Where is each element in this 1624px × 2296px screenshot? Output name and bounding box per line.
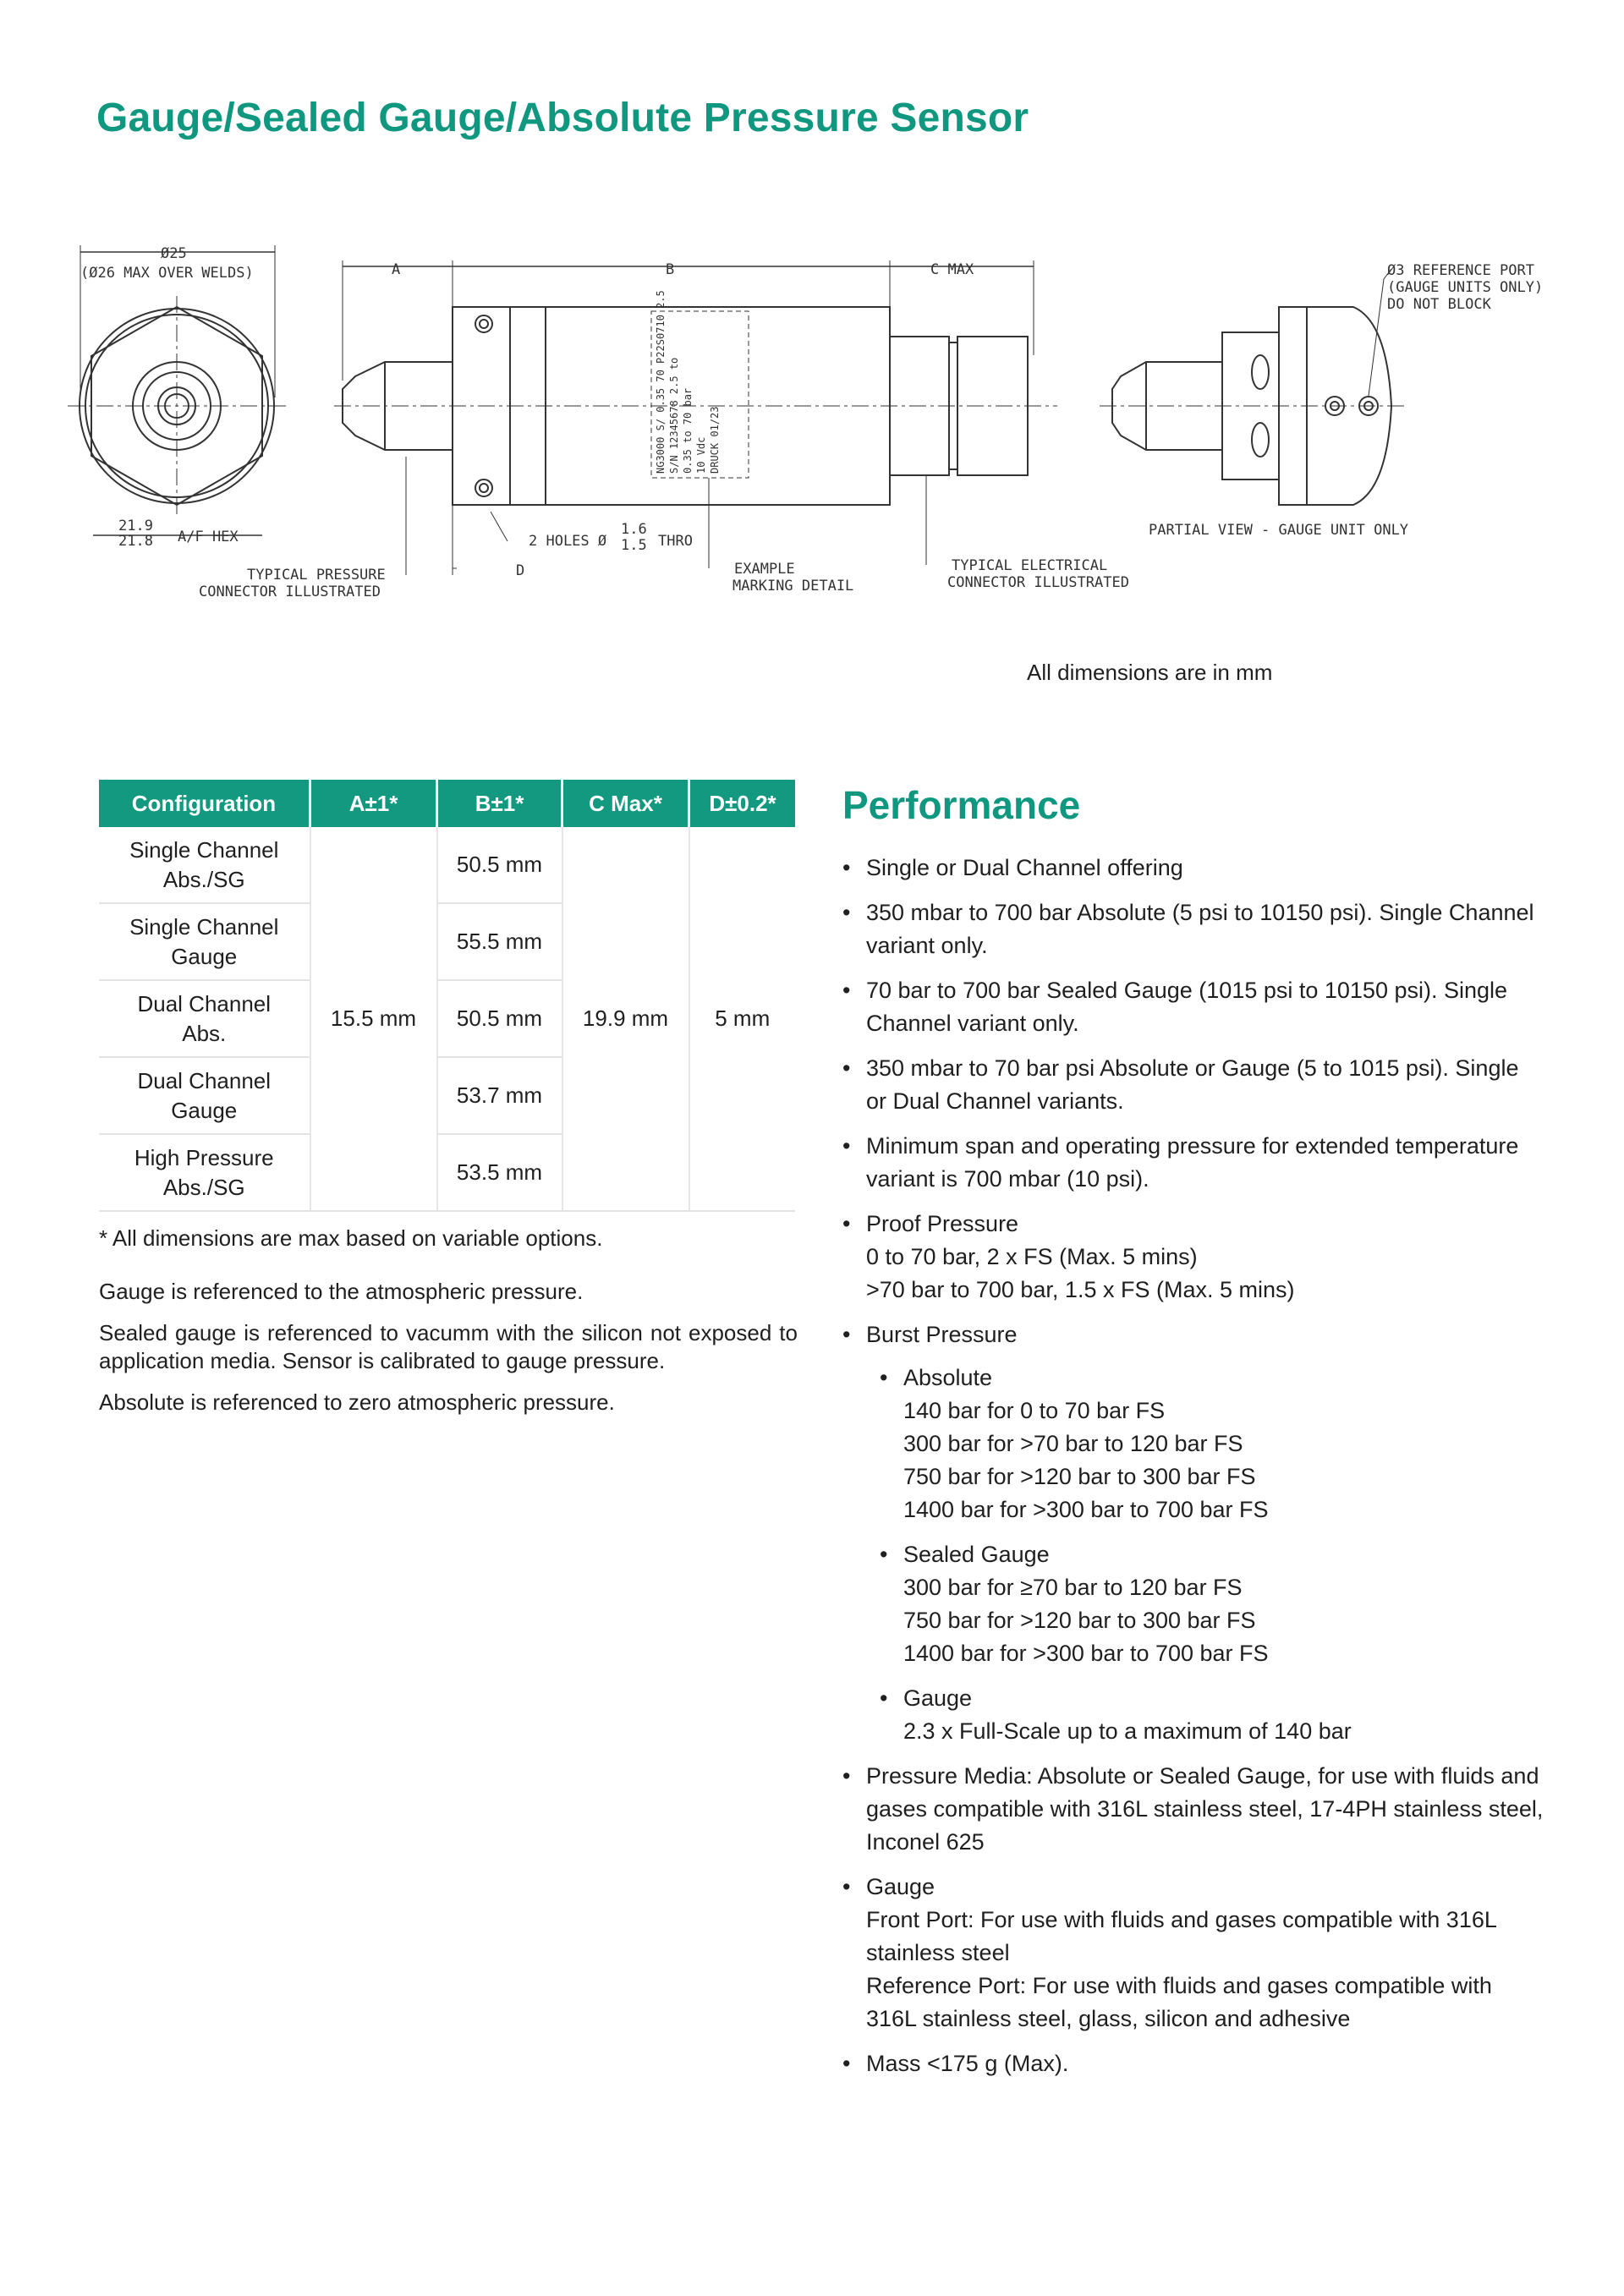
header-a: A±1*: [310, 780, 437, 827]
marking-line: 0.35 to 70 bar: [682, 387, 694, 474]
b-cell: 53.5 mm: [437, 1134, 562, 1211]
header-configuration: Configuration: [99, 780, 310, 827]
table-row: [99, 827, 795, 903]
gauge-item: [842, 1871, 1544, 2036]
burst-label: • Burst Pressure: [866, 1322, 1018, 1347]
gauge-label: • Gauge: [866, 1874, 935, 1899]
sub-line: 140 bar for 0 to 70 bar FS: [903, 1398, 1166, 1423]
dim-d-label: D: [516, 562, 525, 579]
header-c: C Max*: [562, 780, 689, 827]
proof-line: >70 bar to 700 bar, 1.5 x FS (Max. 5 mins): [866, 1277, 1295, 1302]
partial-view: [1100, 269, 1404, 505]
burst-sublist: [866, 1362, 1544, 1748]
c-cell: 19.9 mm: [562, 827, 689, 1211]
note-gauge: Gauge is referenced to the atmospheric pressure.: [99, 1279, 584, 1304]
b-cell: 55.5 mm: [437, 903, 562, 980]
holes-bottom: 1.5: [621, 537, 647, 554]
list-item: • 350 mbar to 700 bar Absolute (5 psi to 10150 psi). Single Channel variant only.: [842, 896, 1544, 962]
partial-view-label: PARTIAL VIEW - GAUGE UNIT ONLY: [1149, 522, 1409, 539]
marking-line: 10 Vdc: [695, 436, 707, 474]
b-cell: 53.7 mm: [437, 1057, 562, 1134]
list-item: • Minimum span and operating pressure for extended temperature variant is 700 mbar (10 psi).: [842, 1130, 1544, 1196]
dimension-drawing: [0, 220, 1624, 609]
proof-line: 0 to 70 bar, 2 x FS (Max. 5 mins): [866, 1244, 1198, 1269]
sub-line: 1400 bar for >300 bar to 700 bar FS: [903, 1641, 1269, 1666]
performance-heading: Performance: [842, 783, 1081, 827]
sub-label: • Absolute: [903, 1365, 993, 1390]
dimensions-note: All dimensions are in mm: [1027, 660, 1273, 685]
hex-top: 21.9: [118, 518, 153, 534]
config-cell: High Pressure Abs./SG: [99, 1134, 310, 1211]
config-cell: Single Channel Gauge: [99, 903, 310, 980]
dia25-label: Ø25: [161, 245, 187, 262]
marking-line: S/N 12345678 2.5 to: [668, 357, 680, 474]
gauge-line: Reference Port: For use with fluids and gases compatible with 316L stainless steel, glass, silicon and adhesive: [866, 1973, 1492, 2031]
sub-label: • Sealed Gauge: [903, 1542, 1050, 1567]
list-item: • 70 bar to 700 bar Sealed Gauge (1015 psi to 10150 psi). Single Channel variant only.: [842, 974, 1544, 1040]
config-cell: Dual Channel Abs.: [99, 980, 310, 1057]
sub-line: 1400 bar for >300 bar to 700 bar FS: [903, 1497, 1269, 1522]
dim-a-label: A: [392, 261, 401, 278]
gauge-line: Front Port: For use with fluids and gases compatible with 316L stainless steel: [866, 1907, 1496, 1965]
proof-pressure-item: [842, 1208, 1544, 1307]
electrical-conn-label-2: CONNECTOR ILLUSTRATED: [947, 574, 1129, 591]
header-d: D±0.2*: [689, 780, 796, 827]
marking-line: DRUCK 01/23: [709, 406, 721, 474]
note-sealed-gauge: Sealed gauge is referenced to vacumm with the silicon not exposed to application media. Sensor is calibrated to gauge pressure.: [99, 1320, 798, 1373]
sub-label: • Gauge: [903, 1685, 973, 1711]
page-title: Gauge/Sealed Gauge/Absolute Pressure Sensor: [96, 96, 1029, 140]
notes: [99, 1225, 798, 1430]
sub-line: 750 bar for >120 bar to 300 bar FS: [903, 1608, 1256, 1633]
note-absolute: Absolute is referenced to zero atmospheric pressure.: [99, 1389, 615, 1415]
sub-line: 750 bar for >120 bar to 300 bar FS: [903, 1464, 1256, 1489]
mass-item: • Mass <175 g (Max).: [842, 2047, 1544, 2080]
burst-gauge: [866, 1682, 1544, 1748]
pressure-media-item: • Pressure Media: Absolute or Sealed Gauge, for use with fluids and gases compatible with 316L stainless steel, 17-4PH stainless steel, Inconel 625: [842, 1760, 1544, 1859]
marking-line: NG3000 S/ 0.35 70 P22S0710 2.5: [655, 290, 667, 474]
holes-thro: THRO: [658, 533, 693, 550]
dim-c-label: C MAX: [930, 261, 974, 278]
burst-sealed-gauge: [866, 1538, 1544, 1670]
config-cell: Dual Channel Gauge: [99, 1057, 310, 1134]
a-cell: 15.5 mm: [310, 827, 437, 1211]
proof-label: • Proof Pressure: [866, 1211, 1019, 1236]
burst-pressure-item: [842, 1318, 1544, 1748]
sub-line: 300 bar for >70 bar to 120 bar FS: [903, 1431, 1243, 1456]
config-cell: Single Channel Abs./SG: [99, 827, 310, 903]
pressure-conn-label: TYPICAL PRESSURE: [247, 567, 386, 584]
sub-line: 300 bar for ≥70 bar to 120 bar FS: [903, 1575, 1243, 1600]
footnote: * All dimensions are max based on variable options.: [99, 1225, 603, 1251]
marking-text: [655, 290, 721, 474]
performance-list: [842, 852, 1544, 2092]
ref-port-label-3: DO NOT BLOCK: [1387, 296, 1491, 313]
b-cell: 50.5 mm: [437, 980, 562, 1057]
d-cell: 5 mm: [689, 827, 796, 1211]
marking-label: EXAMPLE: [734, 561, 795, 578]
list-item: • Single or Dual Channel offering: [842, 852, 1544, 885]
dimensions-table: [99, 780, 795, 1212]
holes-top: 1.6: [621, 521, 647, 538]
list-item: • 350 mbar to 70 bar psi Absolute or Gauge (5 to 1015 psi). Single or Dual Channel variants.: [842, 1052, 1544, 1118]
sub-line: 2.3 x Full-Scale up to a maximum of 140 bar: [903, 1718, 1352, 1744]
b-cell: 50.5 mm: [437, 827, 562, 903]
side-view: [334, 260, 1057, 575]
dia26-label: (Ø26 MAX OVER WELDS): [80, 265, 254, 282]
header-b: B±1*: [437, 780, 562, 827]
burst-absolute: [866, 1362, 1544, 1526]
holes-label: 2 HOLES Ø: [529, 533, 607, 550]
marking-label-2: MARKING DETAIL: [732, 578, 854, 595]
table-header-row: [99, 780, 795, 827]
front-view: [68, 245, 288, 535]
ref-port-label: Ø3 REFERENCE PORT: [1387, 262, 1534, 279]
electrical-conn-label: TYPICAL ELECTRICAL: [952, 557, 1108, 574]
hex-label: A/F HEX: [178, 529, 239, 545]
ref-port-label-2: (GAUGE UNITS ONLY): [1387, 279, 1544, 296]
pressure-conn-label-2: CONNECTOR ILLUSTRATED: [199, 584, 381, 600]
hex-bottom: 21.8: [118, 533, 153, 550]
dim-b-label: B: [666, 261, 675, 278]
